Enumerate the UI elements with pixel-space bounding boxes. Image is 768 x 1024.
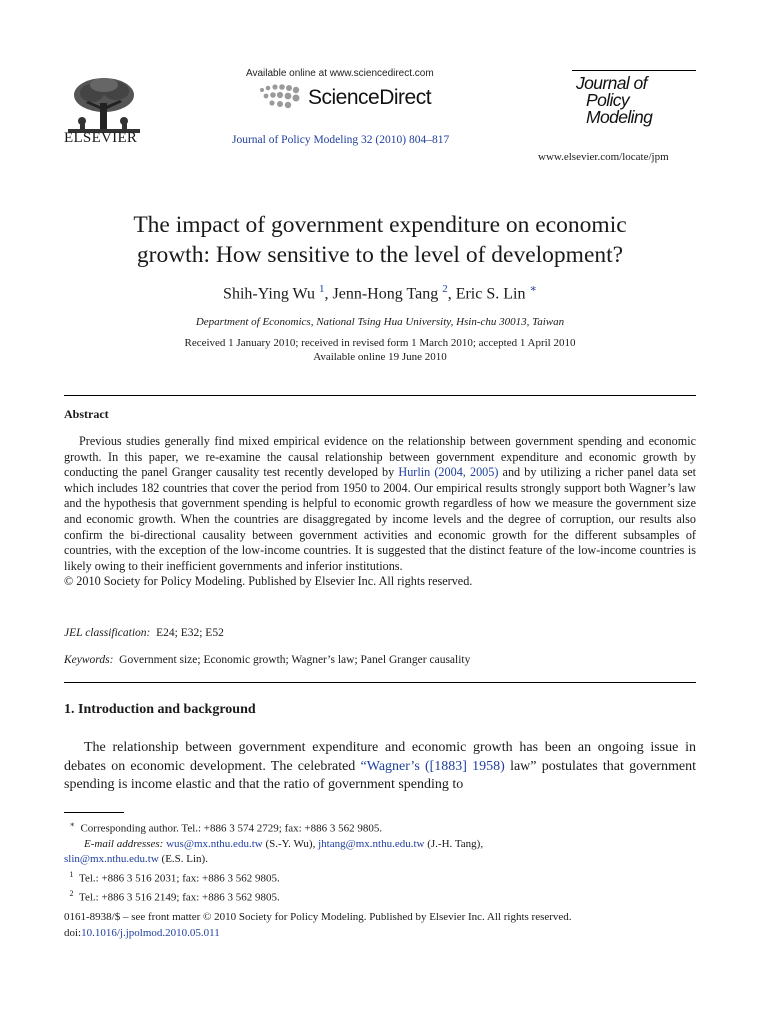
- journal-logo-line: Policy: [586, 90, 630, 110]
- footnote-emails: [64, 837, 696, 852]
- title-line-1: The impact of government expenditure on economic: [133, 212, 627, 238]
- section-heading: 1. Introduction and background: [64, 702, 256, 717]
- author-list: Shih-Ying Wu $^1$, Jenn-Hong Tang $^2$, Eric S. Lin ∗: [223, 283, 537, 303]
- email-label: E-mail addresses:: [84, 837, 164, 850]
- footnote-mark: 2: [69, 889, 74, 899]
- journal-citation-link[interactable]: Journal of Policy Modeling 32 (2010) 804–817: [232, 134, 450, 146]
- keywords-value: Government size; Economic growth; Wagner’s law; Panel Granger causality: [119, 654, 471, 666]
- abstract-text: Previous studies generally find mixed empirical evidence on the relationship between government spending and economic growth. In this paper, we re-examine the causal relationship between government expenditure and economic growth by conducting the panel Granger causality test recently developed by: [64, 434, 696, 480]
- abstract-body: [64, 434, 696, 590]
- author-name: Shih-Ying Wu: [223, 285, 316, 303]
- title-line-2: growth: How sensitive to the level of development?: [136, 242, 624, 268]
- doi-line: [64, 925, 696, 941]
- issn-line: 0161-8938/$ – see front matter © 2010 Society for Policy Modeling. Published by Elsevier Inc. All rights reserved.: [64, 911, 572, 923]
- journal-logo: [576, 75, 652, 126]
- footnote-2: [64, 886, 696, 906]
- jel-value: E24; E32; E52: [156, 627, 224, 639]
- affiliation: Department of Economics, National Tsing Hua University, Hsin-chu 30013, Taiwan: [195, 316, 565, 328]
- author-footnote-mark[interactable]: ∗: [529, 283, 537, 295]
- keywords-label: Keywords:: [64, 654, 114, 666]
- footnote-text: Tel.: +886 3 516 2031; fax: +886 3 562 9805.: [79, 872, 280, 885]
- email-owner: (J.-H. Tang),: [424, 837, 484, 850]
- jel-label: JEL classification:: [64, 627, 151, 639]
- wagner-citation-link[interactable]: “Wagner’s ([1883] 1958): [360, 758, 505, 774]
- footnote-1: [64, 867, 696, 887]
- sciencedirect-logo: [258, 82, 458, 112]
- abstract-heading: Abstract: [64, 407, 109, 421]
- email-link-lin[interactable]: slin@mx.nthu.edu.tw: [64, 852, 159, 865]
- available-date: Available online 19 June 2010: [313, 351, 447, 363]
- abstract-copyright: © 2010 Society for Policy Modeling. Published by Elsevier Inc. All rights reserved.: [64, 574, 473, 589]
- journal-logo-rule: [572, 70, 696, 71]
- footnotes: [64, 817, 696, 906]
- hurlin-citation-link[interactable]: Hurlin (2004, 2005): [398, 465, 499, 480]
- article-title: [64, 210, 696, 270]
- received-dates: Received 1 January 2010; received in revised form 1 March 2010; accepted 1 April 2010: [184, 337, 576, 349]
- doi-link[interactable]: 10.1016/j.jpolmod.2010.05.011: [81, 927, 220, 939]
- author-footnote-mark[interactable]: 2: [442, 283, 448, 295]
- journal-url[interactable]: www.elsevier.com/locate/jpm: [538, 151, 669, 163]
- section-text: The relationship between government expenditure and economic growth has been an ongoing issue in debates on economic development. The celebrated: [64, 740, 696, 774]
- doi-label: doi:: [64, 927, 82, 939]
- abstract-bottom-rule: [64, 682, 696, 683]
- footnote-mark: 1: [69, 869, 74, 879]
- author-name: Jenn-Hong Tang: [332, 285, 439, 303]
- footnote-text: Tel.: +886 3 516 2149; fax: +886 3 562 9805.: [79, 891, 280, 904]
- email-owner: (E.S. Lin).: [158, 852, 208, 865]
- footnote-text: Corresponding author. Tel.: +886 3 574 2729; fax: +886 3 562 9805.: [80, 822, 383, 835]
- abstract-text: and by utilizing a richer panel data set which includes 182 countries that cover the period from 1950 to 2004. Our empirical results strongly support both Wagner’s law and the hypothesis that government spending is helpful to economic growth regardless of how we measure the government size and economic growth. When the countries are disaggregated by income levels and the degree of corruption, our results also confirm the bi-directional causality between government activities and economic growth for the different subsamples of countries, with the exception of the low-income countries. It is suggested that the distinct feature of the low-income countries is likely owing to their inefficient governments and inferior institutions.: [64, 465, 696, 573]
- front-matter: [64, 909, 696, 941]
- sciencedirect-dots-icon: [258, 82, 306, 112]
- available-online-text: Available online at www.sciencedirect.com: [246, 68, 434, 79]
- author-name: Eric S. Lin: [455, 285, 526, 303]
- email-link-wu[interactable]: wus@mx.nthu.edu.tw: [166, 837, 263, 850]
- section-body: [64, 739, 696, 795]
- email-owner: (S.-Y. Wu),: [262, 837, 319, 850]
- journal-logo-line: Modeling: [586, 107, 653, 127]
- footnote-rule: [64, 812, 124, 813]
- footnote-mark: ∗: [69, 820, 75, 829]
- publisher-wordmark: ELSEVIER: [64, 130, 138, 146]
- abstract-top-rule: [64, 395, 696, 396]
- footnote-emails-cont: [64, 852, 696, 867]
- keywords: [64, 654, 470, 666]
- author-footnote-mark[interactable]: 1: [319, 283, 325, 295]
- article-dates: [64, 336, 696, 364]
- journal-logo-line: Journal of: [576, 73, 647, 93]
- footnote-corresponding: [64, 817, 696, 837]
- email-link-tang[interactable]: jhtang@mx.nthu.edu.tw: [318, 837, 425, 850]
- sciencedirect-wordmark: ScienceDirect: [308, 86, 432, 109]
- jel-classification: [64, 627, 224, 639]
- section-text: law” postulates that government spending is income elastic and that the ratio of government spending to: [64, 758, 696, 792]
